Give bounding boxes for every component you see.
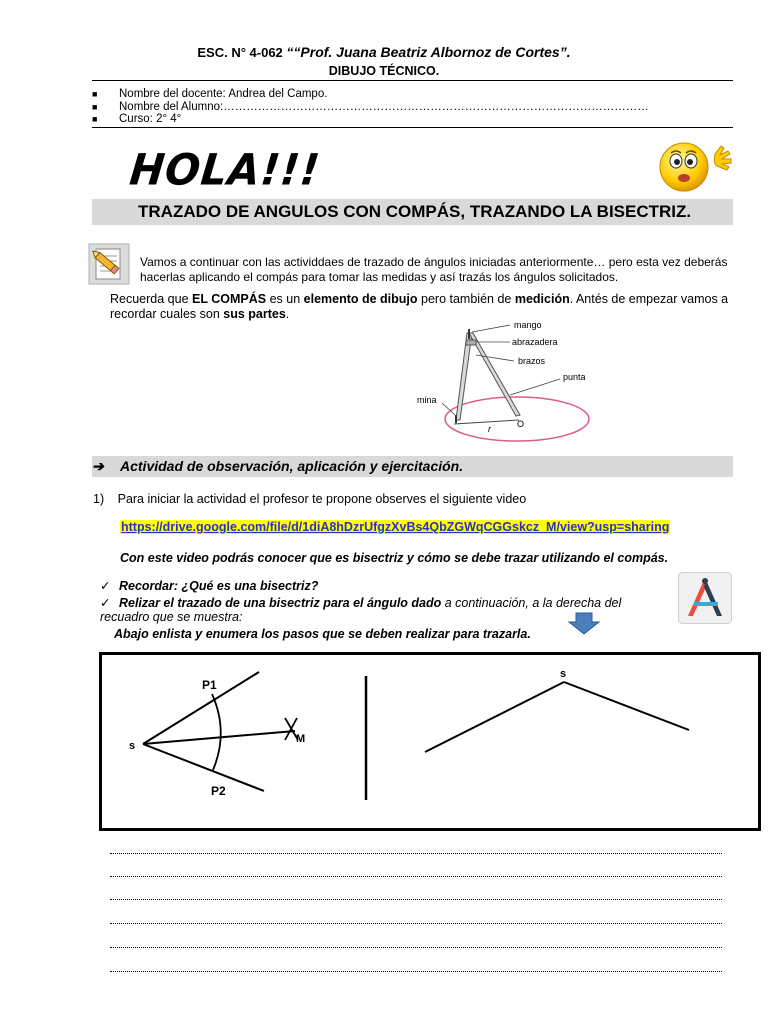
check-icon: ✓ — [100, 596, 111, 610]
divider — [92, 127, 733, 128]
label-p2: P2 — [211, 784, 226, 798]
page-title: TRAZADO DE ANGULOS CON COMPÁS, TRAZANDO LA BISECTRIZ. — [138, 202, 692, 221]
checklist-text: Abajo enlista y enumera los pasos que se deben realizar para trazarla. — [114, 627, 531, 641]
bullet-icon: ■ — [92, 102, 98, 112]
label-s-right: s — [560, 668, 567, 680]
text-run: pero también de — [417, 292, 515, 306]
given-angle-ray-left — [425, 682, 564, 752]
video-link[interactable]: https://drive.google.com/file/d/1diA8hDzrUfgzXvBs4QbZGWqCGGskcz_M/view?usp=sharing — [121, 520, 670, 534]
arrow-icon: ➔ — [92, 458, 104, 474]
course: Curso: 2° 4° — [119, 113, 182, 125]
label-s-left: s — [129, 740, 136, 752]
answer-line[interactable] — [110, 875, 722, 877]
activity-bar — [92, 456, 733, 477]
checklist-text: a continuación, a la derecha del recuadro que se muestra: — [100, 596, 622, 624]
angle-ray-lower — [143, 744, 264, 791]
school-name: ““Prof. Juana Beatriz Albornoz de Cortes”. — [286, 44, 571, 60]
bisector-line — [143, 731, 295, 744]
answer-line[interactable] — [110, 922, 722, 924]
step-1 — [93, 492, 526, 506]
checklist-text-bold: Relizar el trazado de una bisectriz para el ángulo dado — [118, 596, 442, 610]
down-arrow-icon — [567, 612, 601, 636]
step-text: Para iniciar la actividad el profesor te propone observes el siguiente video — [117, 492, 527, 506]
label-brazos: brazos — [518, 356, 546, 366]
label-p1: P1 — [202, 678, 217, 692]
checklist-text: Recordar: ¿Qué es una bisectriz? — [118, 579, 319, 593]
checklist-item-1 — [100, 579, 318, 593]
bullet-icon: ■ — [92, 114, 98, 124]
compass-arc — [212, 694, 221, 770]
given-angle-ray-right — [564, 682, 689, 730]
school-header — [0, 44, 768, 60]
answer-line[interactable] — [110, 852, 722, 854]
drawing-tools-icon — [678, 572, 732, 624]
bisector-figures — [99, 652, 761, 831]
text-run-bold: elemento de dibujo — [303, 292, 418, 306]
radius-line — [454, 420, 519, 424]
label-r: r — [488, 424, 491, 434]
divider — [92, 80, 733, 81]
video-note: Con este video podrás conocer que es bisectriz y cómo se debe trazar utilizando el compás. — [120, 551, 669, 565]
answer-line[interactable] — [110, 898, 722, 900]
check-icon: ✓ — [100, 579, 111, 593]
intro-paragraph: Vamos a continuar con las actividdaes de trazado de ángulos iniciadas anteriormente… pero esta vez deberás hacerlas aplicando el compás para tomar las medidas y así trazás los ángulos solicitados. — [140, 255, 728, 284]
compass-clamp — [466, 340, 476, 345]
student-name-field: Nombre del Alumno:………………………………………………………………………………………………… — [119, 101, 649, 113]
text-run: . Antés de empezar vamos a recordar cuales son — [110, 292, 729, 321]
label-mina: mina — [417, 395, 437, 405]
info-course-row — [92, 112, 732, 126]
text-run-bold: EL COMPÁS — [192, 292, 267, 306]
answer-line[interactable] — [110, 970, 722, 972]
compass-arm-left — [456, 333, 472, 420]
label-m: M — [296, 733, 306, 745]
label-punta: punta — [563, 372, 586, 382]
label-mango: mango — [514, 320, 542, 330]
text-run: . — [285, 307, 290, 321]
text-run: Recuerda que — [110, 292, 193, 306]
compass-parts-diagram — [410, 315, 610, 445]
activity-title: Actividad de observación, aplicación y ejercitación. — [120, 458, 464, 474]
teacher-name: Nombre del docente: Andrea del Campo. — [119, 88, 328, 100]
waving-smiley-icon — [655, 140, 737, 196]
step-number: 1) — [93, 492, 105, 506]
label-o: O — [517, 419, 525, 429]
bullet-icon: ■ — [92, 89, 98, 99]
school-prefix: ESC. N° 4-062 — [197, 45, 283, 60]
info-teacher-row — [92, 87, 732, 101]
pencil-notepad-icon — [88, 243, 130, 285]
answer-line[interactable] — [110, 946, 722, 948]
greeting: HOLA!!! — [127, 144, 323, 196]
angle-ray-upper — [143, 672, 259, 744]
text-run: es un — [266, 292, 304, 306]
checklist-item-3 — [114, 627, 531, 641]
subject-title: DIBUJO TÉCNICO. — [328, 64, 440, 78]
text-run-bold: medición — [514, 292, 570, 306]
text-run-bold: sus partes — [223, 307, 286, 321]
label-abrazadera: abrazadera — [512, 337, 558, 347]
title-bar — [92, 199, 733, 225]
